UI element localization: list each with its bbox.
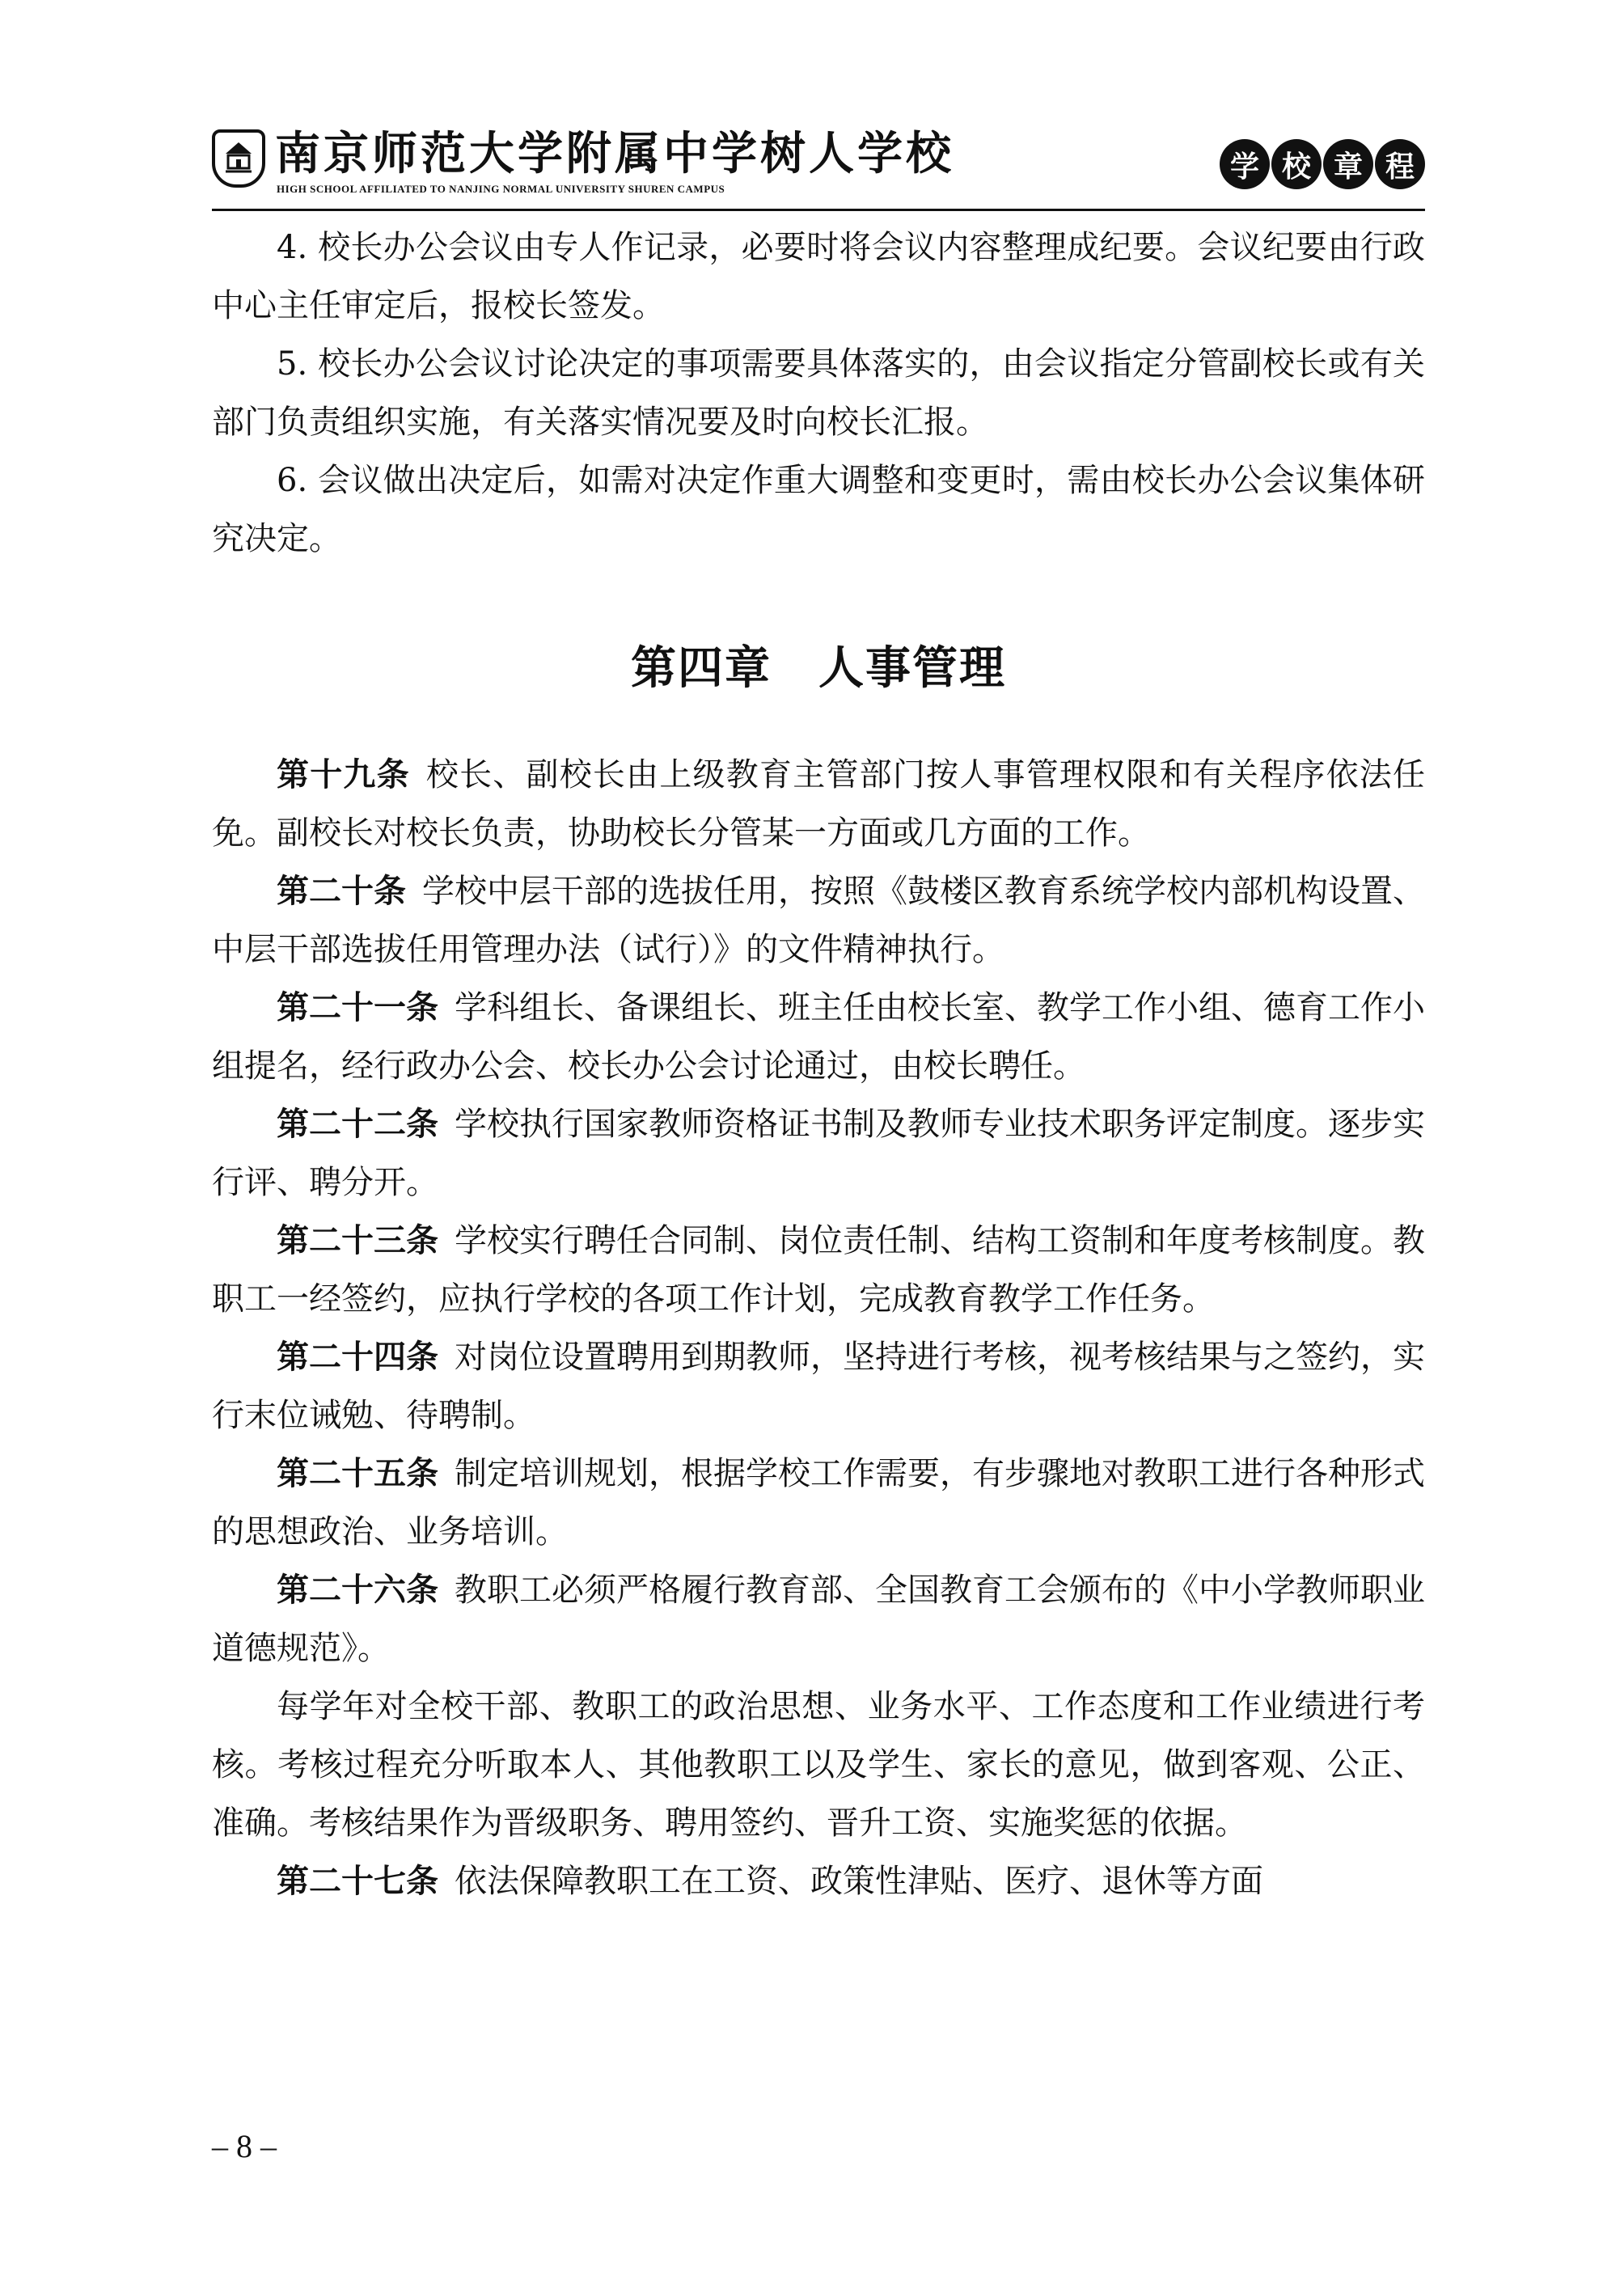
header-divider xyxy=(212,209,1425,211)
page-number: – 8 – xyxy=(212,2128,277,2164)
school-logo-icon xyxy=(212,129,265,188)
article-label: 第二十六条 xyxy=(277,1572,438,1609)
article-paragraph xyxy=(212,1212,1425,1328)
paragraph: 4. 校长办公会议由专人作记录，必要时将会议内容整理成纪要。会议纪要由行政中心主任审定后，报校长签发。 xyxy=(212,229,1425,324)
article-label: 第二十条 xyxy=(277,873,406,910)
article-label: 第十九条 xyxy=(277,756,410,793)
article-paragraph xyxy=(212,1852,1425,1910)
article-paragraph xyxy=(212,862,1425,979)
article-label: 第二十七条 xyxy=(277,1863,438,1900)
badge-char: 章 xyxy=(1323,139,1373,189)
article-text: 教职工必须严格履行教育部、全国教育工会颁布的《中小学教师职业道德规范》。 xyxy=(212,1572,1425,1667)
badge-char: 学 xyxy=(1220,139,1270,189)
badge-char: 校 xyxy=(1271,139,1322,189)
article-label: 第二十五条 xyxy=(277,1455,438,1492)
article-text: 学校实行聘任合同制、岗位责任制、结构工资制和年度考核制度。教职工一经签约，应执行学校的各项工作计划，完成教育教学工作任务。 xyxy=(212,1222,1425,1318)
article-paragraph xyxy=(212,1095,1425,1212)
article-text: 对岗位设置聘用到期教师，坚持进行考核，视考核结果与之签约，实行末位诫勉、待聘制。 xyxy=(212,1339,1425,1434)
school-name-english: HIGH SCHOOL AFFILIATED TO NANJING NORMAL UNIVERSITY SHUREN CAMPUS xyxy=(277,183,725,195)
article-paragraph xyxy=(212,1561,1425,1677)
article-text: 制定培训规划，根据学校工作需要，有步骤地对教职工进行各种形式的思想政治、业务培训。 xyxy=(212,1455,1425,1551)
badge-char: 程 xyxy=(1375,139,1425,189)
article-text: 学科组长、备课组长、班主任由校长室、教学工作小组、德育工作小组提名，经行政办公会、校长办公会讨论通过，由校长聘任。 xyxy=(212,989,1425,1085)
article-text: 学校执行国家教师资格证书制及教师专业技术职务评定制度。逐步实行评、聘分开。 xyxy=(212,1106,1425,1201)
article-label: 第二十四条 xyxy=(277,1339,438,1376)
article-paragraph xyxy=(212,1328,1425,1445)
article-label: 第二十一条 xyxy=(277,989,438,1026)
page-body xyxy=(212,218,1425,1910)
paragraph: 5. 校长办公会议讨论决定的事项需要具体落实的，由会议指定分管副校长或有关部门负责组织实施，有关落实情况要及时向校长汇报。 xyxy=(212,345,1425,441)
article-paragraph xyxy=(212,979,1425,1095)
article-text: 校长、副校长由上级教育主管部门按人事管理权限和有关程序依法任免。副校长对校长负责，协助校长分管某一方面或几方面的工作。 xyxy=(212,756,1426,852)
article-text: 依法保障教职工在工资、政策性津贴、医疗、退休等方面 xyxy=(455,1863,1263,1900)
document-type-badges xyxy=(1220,139,1425,189)
paragraph: 6. 会议做出决定后，如需对决定作重大调整和变更时，需由校长办公会议集体研究决定。 xyxy=(212,462,1425,557)
paragraph: 每学年对全校干部、教职工的政治思想、业务水平、工作态度和工作业绩进行考核。考核过程充分听取本人、其他教职工以及学生、家长的意见，做到客观、公正、准确。考核结果作为晋级职务、聘用签约、晋升工资、实施奖惩的依据。 xyxy=(212,1688,1425,1842)
school-name: 南京师范大学附属中学树人学校 xyxy=(275,127,954,180)
chapter-title: 第四章 人事管理 xyxy=(631,642,1006,695)
page-header xyxy=(212,121,1425,210)
article-label: 第二十二条 xyxy=(277,1106,438,1143)
article-paragraph xyxy=(212,746,1425,862)
article-label: 第二十三条 xyxy=(277,1222,438,1259)
article-text: 学校中层干部的选拔任用，按照《鼓楼区教育系统学校内部机构设置、中层干部选拔任用管理办法（试行）》的文件精神执行。 xyxy=(212,873,1425,968)
article-paragraph xyxy=(212,1445,1425,1561)
